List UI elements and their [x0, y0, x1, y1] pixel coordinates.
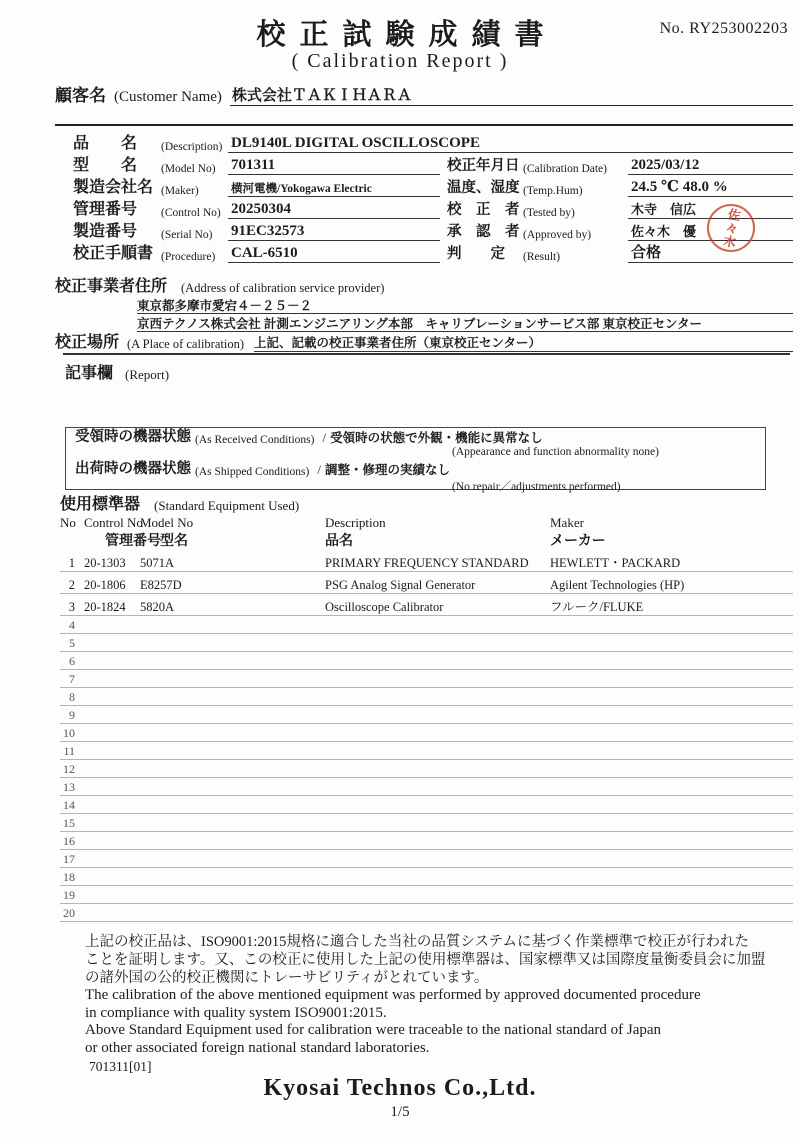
cell-model: 5820A	[140, 600, 175, 614]
col-header-desc-en: Description	[325, 515, 386, 530]
place-value: 上記、記載の校正事業者住所（東京校正センター）	[254, 333, 793, 352]
shipped-value-en: (No repair／adjustments performed)	[452, 481, 621, 493]
cell-maker: フルーク/FLUKE	[550, 600, 644, 614]
customer-label-en: (Customer Name)	[114, 89, 222, 105]
col-header-model-en: Model No	[140, 515, 194, 530]
table-row	[60, 886, 793, 904]
table-row	[60, 814, 793, 832]
cell-no: 3	[68, 600, 75, 614]
header-divider	[55, 124, 793, 126]
table-row	[60, 572, 793, 594]
maker-value: 横河電機/Yokogawa Electric	[228, 180, 440, 197]
equipment-header-en	[60, 514, 793, 531]
address-line-2: 京西テクノス株式会社 計測エンジニアリング本部 キャリブレーションサービス部 東京校正センター	[137, 314, 793, 332]
address-label-jp: 校正事業者住所	[55, 278, 168, 295]
table-row	[60, 850, 793, 868]
customer-name-value: 株式会社ＴＡＫＩＨＡＲＡ	[230, 84, 793, 106]
field-row-model	[55, 153, 440, 175]
table-row	[60, 616, 793, 634]
address-label-en: (Address of calibration service provider)	[181, 281, 385, 295]
field-label-jp: 校正年月日	[447, 158, 520, 174]
address-line-1: 東京都多摩市愛宕４－２５－２	[137, 296, 793, 314]
cell-no: 20	[63, 906, 75, 920]
cell-no: 7	[69, 672, 75, 686]
cell-no: 12	[63, 762, 75, 776]
table-row	[60, 796, 793, 814]
field-row-serial-no	[55, 219, 440, 241]
report-label-en: (Report)	[125, 367, 170, 382]
table-row	[60, 724, 793, 742]
col-header-no: No	[60, 515, 76, 530]
table-row	[60, 550, 793, 572]
field-row-maker	[55, 175, 440, 197]
cell-no: 5	[69, 636, 75, 650]
customer-row	[55, 84, 793, 106]
slash-separator: /	[322, 430, 327, 445]
field-label-en: (Description)	[161, 141, 223, 153]
fields-left-column	[55, 153, 440, 263]
table-row	[60, 742, 793, 760]
received-condition-row	[75, 431, 765, 446]
cert-jp-line: ことを証明します。又、この校正に使用した上記の使用標準器は、国家標準又は国際度量衡委員会に加盟	[85, 952, 766, 968]
table-row	[60, 760, 793, 778]
result-value: 合格	[628, 241, 793, 263]
cell-maker: HEWLETT・PACKARD	[550, 556, 681, 570]
table-row	[60, 670, 793, 688]
cell-desc: PRIMARY FREQUENCY STANDARD	[325, 556, 529, 570]
report-label-jp: 記事欄	[65, 365, 114, 382]
place-label-jp: 校正場所	[55, 334, 120, 351]
col-header-maker-jp: メーカー	[550, 534, 606, 549]
field-label-en: (Calibration Date)	[523, 163, 607, 175]
cell-no: 10	[63, 726, 75, 740]
field-label-jp: 温度、湿度	[447, 180, 520, 196]
equipment-header-jp	[60, 531, 793, 550]
shipped-label-en: (As Shipped Conditions)	[195, 466, 310, 478]
table-row	[60, 832, 793, 850]
page-title: 校正試験成績書	[256, 19, 558, 51]
cell-control: 20-1824	[84, 600, 126, 614]
field-label-en: (Tested by)	[523, 207, 575, 219]
cell-control: 20-1806	[84, 578, 126, 592]
col-header-maker-en: Maker	[550, 515, 584, 530]
cell-model: 5071A	[140, 556, 175, 570]
cell-no: 4	[69, 618, 75, 632]
table-row	[60, 904, 793, 922]
field-label-en: (Model No)	[161, 163, 216, 175]
field-label-jp: 校 正 者	[447, 202, 520, 218]
equipment-title-jp: 使用標準器	[60, 496, 141, 513]
field-row-description	[55, 131, 793, 153]
field-label-jp: 品 名	[73, 135, 138, 152]
cell-no: 2	[68, 578, 75, 592]
procedure-value: CAL-6510	[228, 245, 440, 263]
table-row	[60, 652, 793, 670]
approved-by-value: 佐々木 優	[628, 221, 793, 241]
table-row	[60, 868, 793, 886]
field-label-en: (Temp.Hum)	[523, 185, 583, 197]
field-label-jp: 製造番号	[73, 223, 138, 240]
received-value-jp: 受領時の状態で外観・機能に異常なし	[330, 431, 543, 445]
shipped-condition-row	[75, 463, 765, 478]
equipment-title-en: (Standard Equipment Used)	[154, 498, 300, 513]
page-subtitle: ( Calibration Report )	[291, 50, 509, 72]
place-label-en: (A Place of calibration)	[127, 337, 244, 351]
device-fields	[55, 131, 793, 263]
shipped-label-jp: 出荷時の機器状態	[75, 461, 191, 477]
serial-no-value: 91EC32573	[228, 223, 440, 241]
field-label-jp: 判 定	[447, 246, 505, 262]
cell-no: 6	[69, 654, 75, 668]
temp-hum-value: 24.5 ℃ 48.0 %	[628, 177, 793, 197]
cell-no: 17	[63, 852, 75, 866]
cert-en-line: in compliance with quality system ISO9001:2015.	[85, 1004, 387, 1021]
field-label-jp: 管理番号	[73, 201, 138, 218]
footer-page-number: 1/5	[390, 1104, 410, 1120]
cell-model: E8257D	[140, 578, 182, 592]
cert-en-line: The calibration of the above mentioned equipment was performed by approved documented procedure	[85, 987, 701, 1003]
field-label-en: (Maker)	[161, 185, 199, 197]
cert-en-line: Above Standard Equipment used for calibration were traceable to the national standard of Japan	[85, 1022, 662, 1038]
cell-desc: Oscilloscope Calibrator	[325, 600, 444, 614]
cell-no: 18	[63, 870, 75, 884]
cell-no: 8	[69, 690, 75, 704]
table-row	[60, 594, 793, 616]
cert-jp-line: の諸外国の公的校正機関にトレーサビリティがとれています。	[85, 970, 489, 986]
field-row-control-no	[55, 197, 440, 219]
stamp-text: 佐々木	[720, 206, 742, 250]
model-no-value: 701311	[228, 157, 440, 175]
document-number: No. RY253002203	[659, 20, 788, 37]
col-header-control-en: Control No	[84, 515, 143, 530]
table-row	[60, 706, 793, 724]
cell-no: 1	[68, 556, 75, 570]
received-label-jp: 受領時の機器状態	[75, 429, 191, 445]
table-row	[60, 778, 793, 796]
conditions-box	[65, 427, 766, 493]
cell-maker: Agilent Technologies (HP)	[550, 578, 685, 592]
calibration-place-row	[55, 332, 793, 352]
description-value: DL9140L DIGITAL OSCILLOSCOPE	[228, 135, 793, 153]
cell-no: 14	[63, 798, 75, 812]
field-label-jp: 型 名	[73, 157, 138, 174]
cert-en-line: or other associated foreign national standard laboratories.	[85, 1039, 430, 1056]
cell-no: 13	[63, 780, 75, 794]
cell-desc: PSG Analog Signal Generator	[325, 578, 476, 592]
field-label-en: (Approved by)	[523, 229, 592, 241]
address-section	[55, 277, 793, 352]
certification-text	[85, 933, 766, 1075]
cell-no: 15	[63, 816, 75, 830]
report-divider	[63, 353, 790, 355]
table-row	[60, 688, 793, 706]
field-label-en: (Control No)	[161, 207, 221, 219]
cell-no: 19	[63, 888, 75, 902]
footer-company-name: Kyosai Technos Co.,Ltd.	[263, 1075, 537, 1101]
standard-equipment-section	[60, 496, 793, 922]
received-value-en: (Appearance and function abnormality none)	[452, 446, 659, 458]
cert-jp-line: 上記の校正品は、ISO9001:2015規格に適合した当社の品質システムに基づく作業標準で校正が行われた	[85, 934, 749, 950]
field-label-en: (Result)	[523, 251, 561, 263]
field-row-calibration-date	[440, 153, 793, 175]
cell-no: 9	[69, 708, 75, 722]
tested-by-value: 木寺 信広	[628, 199, 793, 219]
cell-control: 20-1303	[84, 556, 126, 570]
received-label-en: (As Received Conditions)	[195, 434, 315, 446]
col-header-control-jp: 管理番号	[105, 534, 161, 549]
cell-no: 11	[63, 744, 75, 758]
model-reference: 701311[01]	[89, 1059, 152, 1074]
slash-separator: /	[317, 462, 321, 477]
field-row-temp-hum	[440, 175, 793, 197]
customer-label-jp: 顧客名	[55, 86, 106, 105]
report-section-label	[65, 360, 169, 383]
field-label-jp: 校正手順書	[73, 245, 154, 262]
control-no-value: 20250304	[228, 201, 440, 219]
calibration-date-value: 2025/03/12	[628, 157, 793, 175]
field-label-en: (Procedure)	[161, 251, 216, 263]
col-header-model-jp: 型名	[160, 534, 188, 549]
table-row	[60, 634, 793, 652]
shipped-value-jp: 調整・修理の実績なし	[325, 463, 451, 477]
field-label-en: (Serial No)	[161, 229, 213, 241]
col-header-desc-jp: 品名	[325, 534, 353, 549]
field-label-jp: 承 認 者	[447, 224, 520, 240]
field-label-jp: 製造会社名	[73, 179, 154, 196]
cell-no: 16	[63, 834, 75, 848]
field-row-procedure	[55, 241, 440, 263]
